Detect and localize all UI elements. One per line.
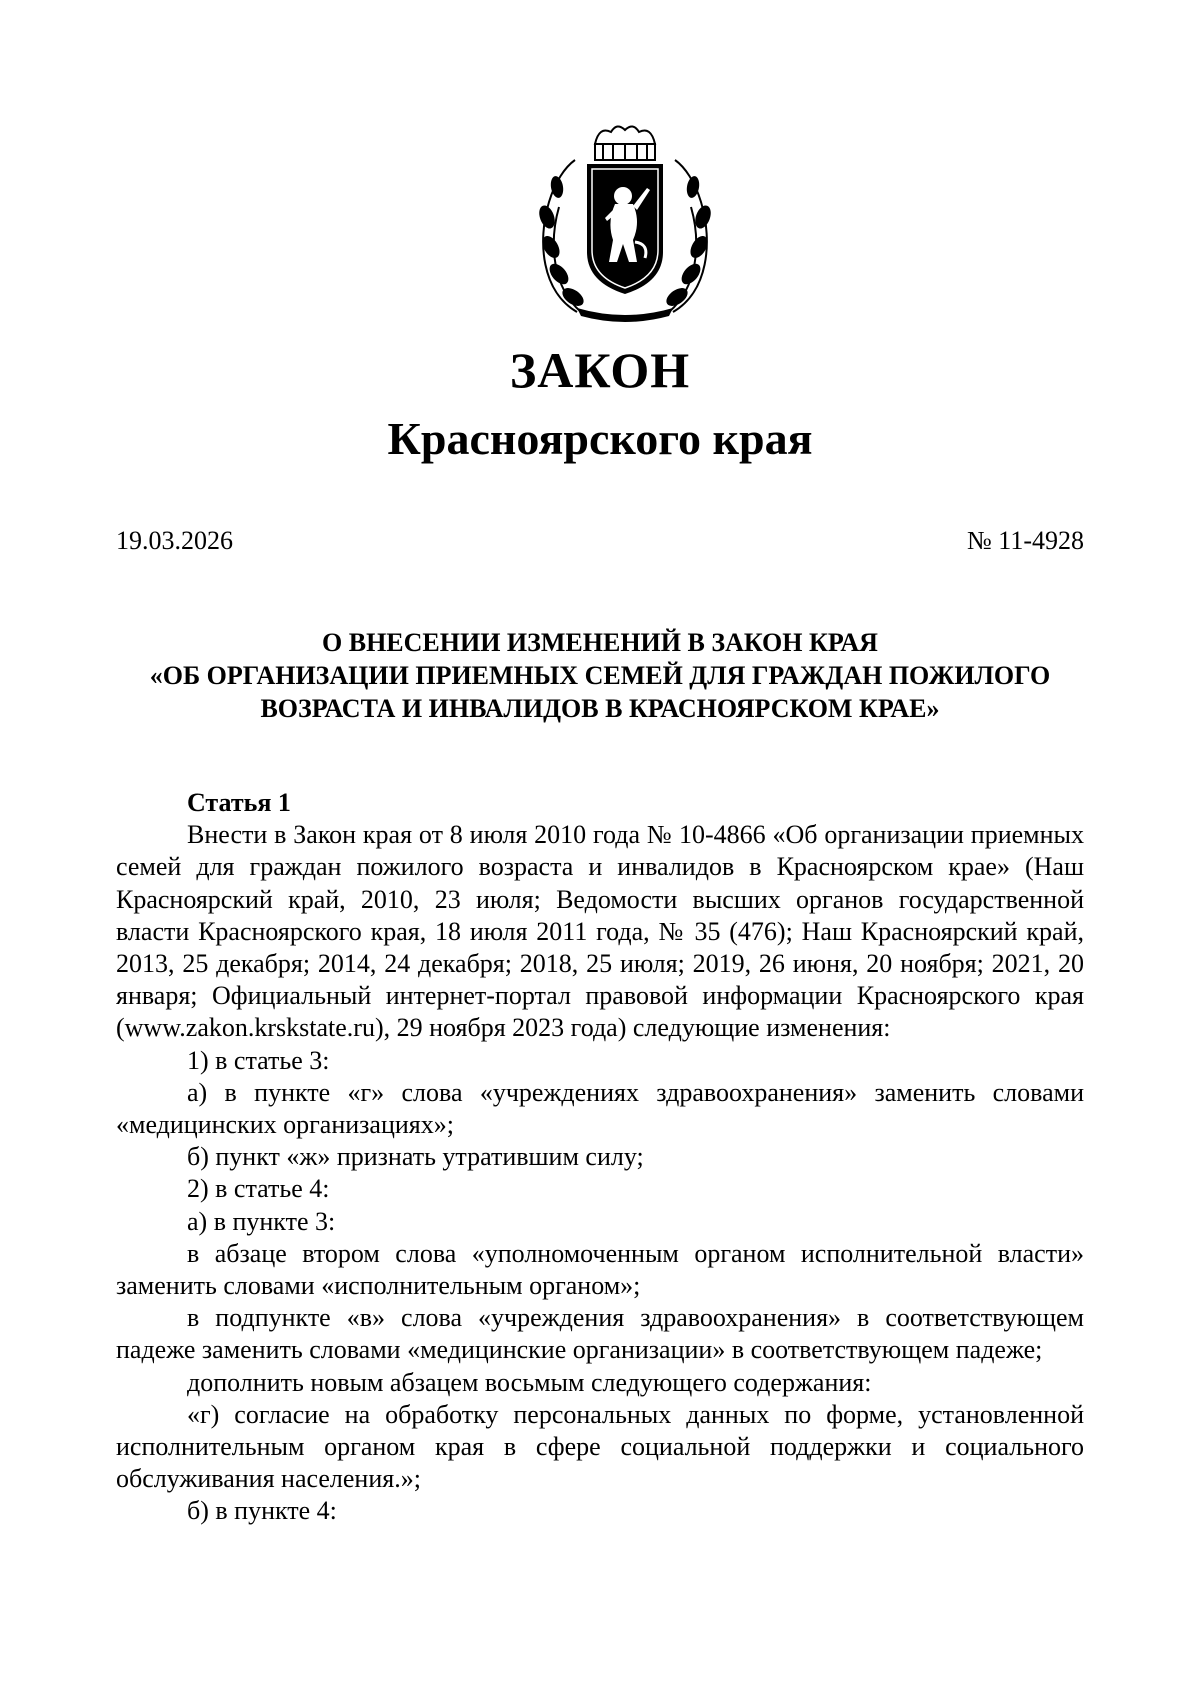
paragraph: а) в пункте «г» слова «учреждениях здравоохранения» заменить словами «медицинских организациях»; [116,1077,1084,1140]
document-number: № 11-4928 [967,526,1084,555]
article-title: Статья 1 [187,788,291,817]
region-title: Красноярского края [387,413,813,464]
document-date: 19.03.2026 [116,526,233,555]
paragraph: в подпункте «в» слова «учреждения здравоохранения» в соответствующем падеже заменить словами «медицинские организации» в соответствующем падеже; [116,1303,1084,1365]
paragraph: б) пункт «ж» признать утратившим силу; [187,1142,644,1172]
coat-of-arms-icon [537,122,713,322]
paragraph: Внести в Закон края от 8 июля 2010 года № 10-4866 «Об организации приемных семей для граждан пожилого возраста и инвалидов в Красноярском крае» (Наш Красноярский край, 2010, 23 июля; Ведомости высших органов государственной власти Красноярского края, 18 июля 2011 года, № 35 (476); Наш Красноярский край, 2013, 25 декабря; 2014, 24 декабря; 2018, 25 июля; 2019, 26 июня, 20 ноября; 2021, 20 января; Официальный интернет-портал правовой информации Красноярского края (www.zakon.krskstate.ru), 29 ноября 2023 года) следующие изменения: [116,820,1084,1043]
paragraph: б) в пункте 4: [187,1496,337,1526]
paragraph: дополнить новым абзацем восьмым следующего содержания: [187,1367,872,1397]
heading-line: «ОБ ОРГАНИЗАЦИИ ПРИЕМНЫХ СЕМЕЙ ДЛЯ ГРАЖДАН ПОЖИЛОГО [149,661,1051,690]
document-type-title: ЗАКОН [509,342,691,398]
paragraph: 2) в статье 4: [187,1174,330,1204]
paragraph: 1) в статье 3: [187,1045,330,1075]
paragraph: «г) согласие на обработку персональных данных по форме, установленной исполнительным органом края в сфере социальной поддержки и социального обслуживания населения.»; [116,1399,1084,1494]
paragraph: в абзаце втором слова «уполномоченным органом исполнительной власти» заменить словами «исполнительным органом»; [116,1238,1084,1301]
heading-line: О ВНЕСЕНИИ ИЗМЕНЕНИЙ В ЗАКОН КРАЯ [322,628,878,657]
paragraph: а) в пункте 3: [187,1206,336,1236]
law-body [116,787,1084,1528]
law-heading [116,626,1084,725]
heading-line: ВОЗРАСТА И ИНВАЛИДОВ В КРАСНОЯРСКОМ КРАЕ» [260,694,940,723]
